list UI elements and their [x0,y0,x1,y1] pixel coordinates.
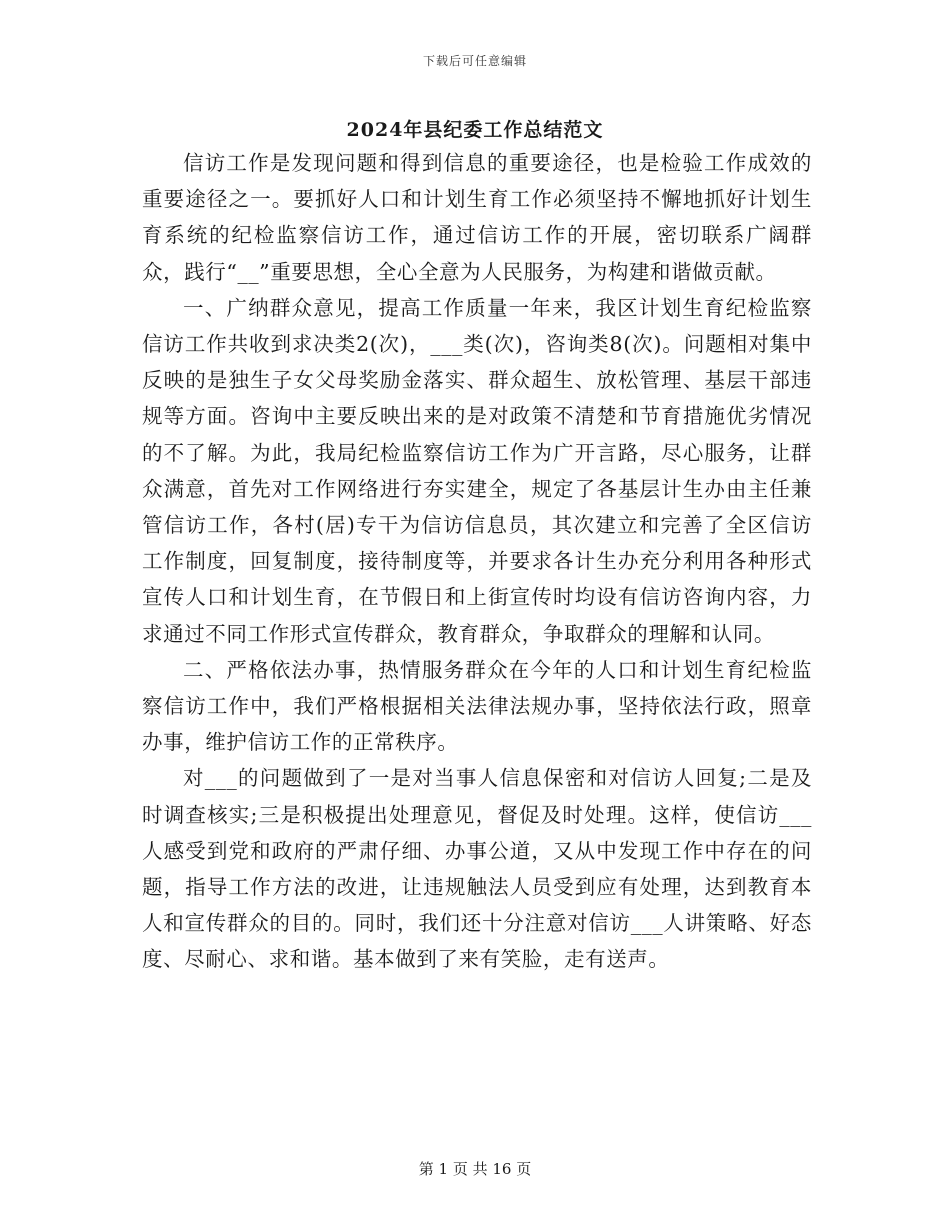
document-body [142,145,812,978]
document-title: 2024年县纪委工作总结范文 [346,119,604,141]
paragraph-section-1: 一、广纳群众意见，提高工作质量一年来，我区计划生育纪检监察信访工作共收到求决类2(次)，___类(次)，咨询类8(次)。问题相对集中反映的是独生子女父母奖励金落实、群众超生、放松管理、基层干部违规等方面。咨询中主要反映出来的是对政策不清楚和节育措施优劣情况的不了解。为此，我局纪检监察信访工作为广开言路，尽心服务，让群众满意，首先对工作网络进行夯实建全，规定了各基层计生办由主任兼管信访工作，各村(居)专干为信访信息员，其次建立和完善了全区信访工作制度，回复制度，接待制度等，并要求各计生办充分利用各种形式宣传人口和计划生育，在节假日和上街宣传时均设有信访咨询内容，力求通过不同工作形式宣传群众，教育群众，争取群众的理解和认同。 [142,295,812,646]
header-note: 下载后可任意编辑 [422,54,527,68]
paragraph-intro: 信访工作是发现问题和得到信息的重要途径，也是检验工作成效的重要途径之一。要抓好人口和计划生育工作必须坚持不懈地抓好计划生育系统的纪检监察信访工作，通过信访工作的开展，密切联系广阔群众，践行“__”重要思想，全心全意为人民服务，为构建和谐做贡献。 [142,151,812,284]
paragraph-section-2: 二、严格依法办事，热情服务群众在今年的人口和计划生育纪检监察信访工作中，我们严格根据相关法律法规办事，坚持依法行政，照章办事，维护信访工作的正常秩序。 [142,657,812,755]
paragraph-handling: 对___的问题做到了一是对当事人信息保密和对信访人回复;二是及时调查核实;三是积极提出处理意见，督促及时处理。这样，使信访___人感受到党和政府的严肃仔细、办事公道，又从中发现工作中存在的问题，指导工作方法的改进，让违规触法人员受到应有处理，达到教育本人和宣传群众的目的。同时，我们还十分注意对信访___人讲策略、好态度、尽耐心、求和谐。基本做到了来有笑脸，走有送声。 [142,766,812,972]
page-number: 第 1 页 共 16 页 [418,1160,532,1178]
